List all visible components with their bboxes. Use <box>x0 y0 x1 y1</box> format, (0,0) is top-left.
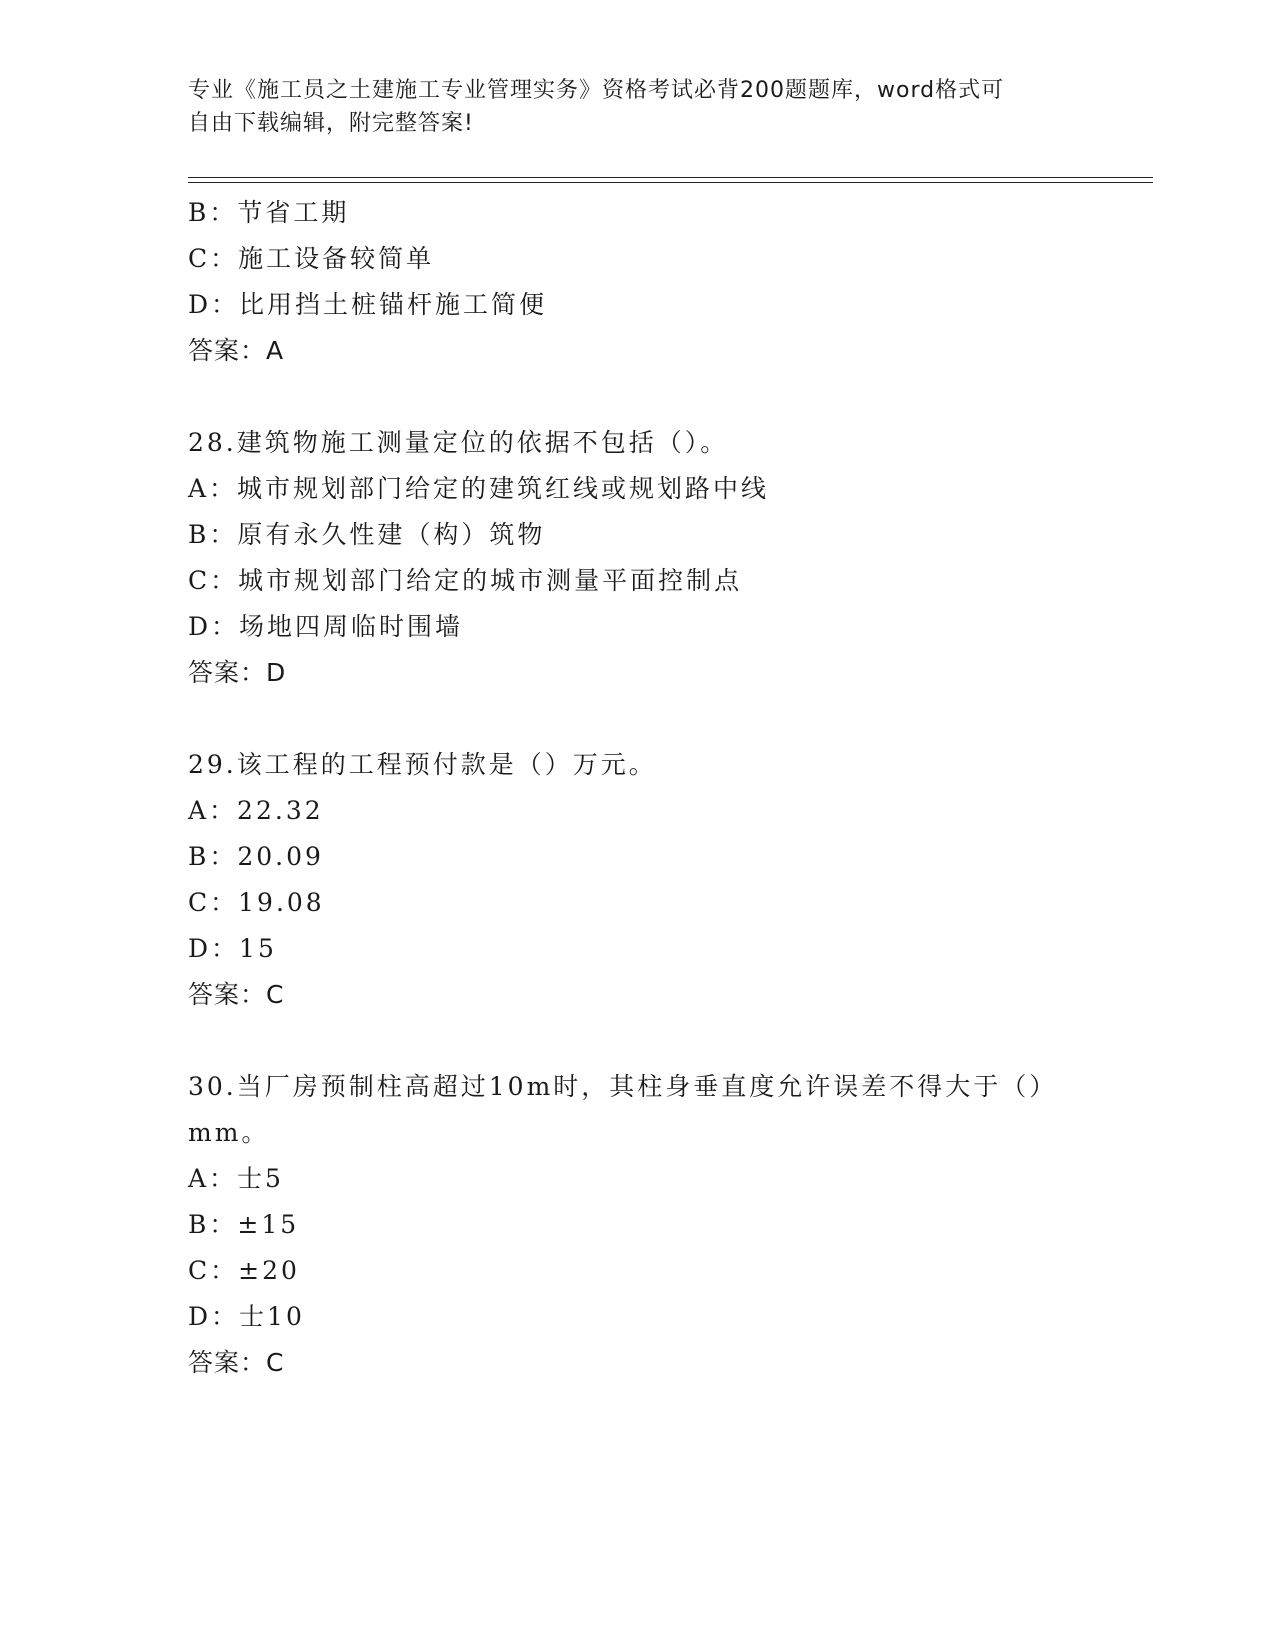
question-29 <box>188 742 1148 1018</box>
option-d: D：士10 <box>188 1302 305 1331</box>
option-b: B：节省工期 <box>188 198 350 227</box>
answer: 答案：D <box>188 658 287 687</box>
question-30 <box>188 1064 1148 1386</box>
option-d: D：场地四周临时围墙 <box>188 612 464 641</box>
option-d: D：15 <box>188 934 277 963</box>
header-line-1: 专业《施工员之土建施工专业管理实务》资格考试必背200题题库，word格式可 <box>188 78 1005 103</box>
option-c: C：19.08 <box>188 888 325 917</box>
question-list <box>188 190 1148 1386</box>
document-header <box>188 74 1068 140</box>
header-divider-bottom <box>188 182 1153 183</box>
option-a: A：22.32 <box>188 796 324 825</box>
option-b: B：±15 <box>188 1210 300 1239</box>
question-stem-line-2: mm。 <box>188 1118 270 1147</box>
option-b: B：20.09 <box>188 842 324 871</box>
question-27-tail <box>188 190 1148 374</box>
question-stem-line-1: 30.当厂房预制柱高超过10m时，其柱身垂直度允许误差不得大于（） <box>188 1072 1058 1101</box>
option-d: D：比用挡土桩锚杆施工简便 <box>188 290 548 319</box>
question-stem: 29.该工程的工程预付款是（）万元。 <box>188 750 657 779</box>
option-b: B：原有永久性建（构）筑物 <box>188 520 546 549</box>
option-a: A：城市规划部门给定的建筑红线或规划路中线 <box>188 474 770 503</box>
answer: 答案：C <box>188 980 285 1009</box>
header-divider-top <box>188 177 1153 178</box>
question-28 <box>188 420 1148 696</box>
answer: 答案：C <box>188 1348 285 1377</box>
question-stem: 28.建筑物施工测量定位的依据不包括（）。 <box>188 428 729 457</box>
option-c: C：施工设备较简单 <box>188 244 435 273</box>
option-c: C：±20 <box>188 1256 300 1285</box>
header-line-2: 自由下载编辑，附完整答案! <box>188 111 474 136</box>
option-a: A：士5 <box>188 1164 284 1193</box>
option-c: C：城市规划部门给定的城市测量平面控制点 <box>188 566 743 595</box>
answer: 答案：A <box>188 336 285 365</box>
